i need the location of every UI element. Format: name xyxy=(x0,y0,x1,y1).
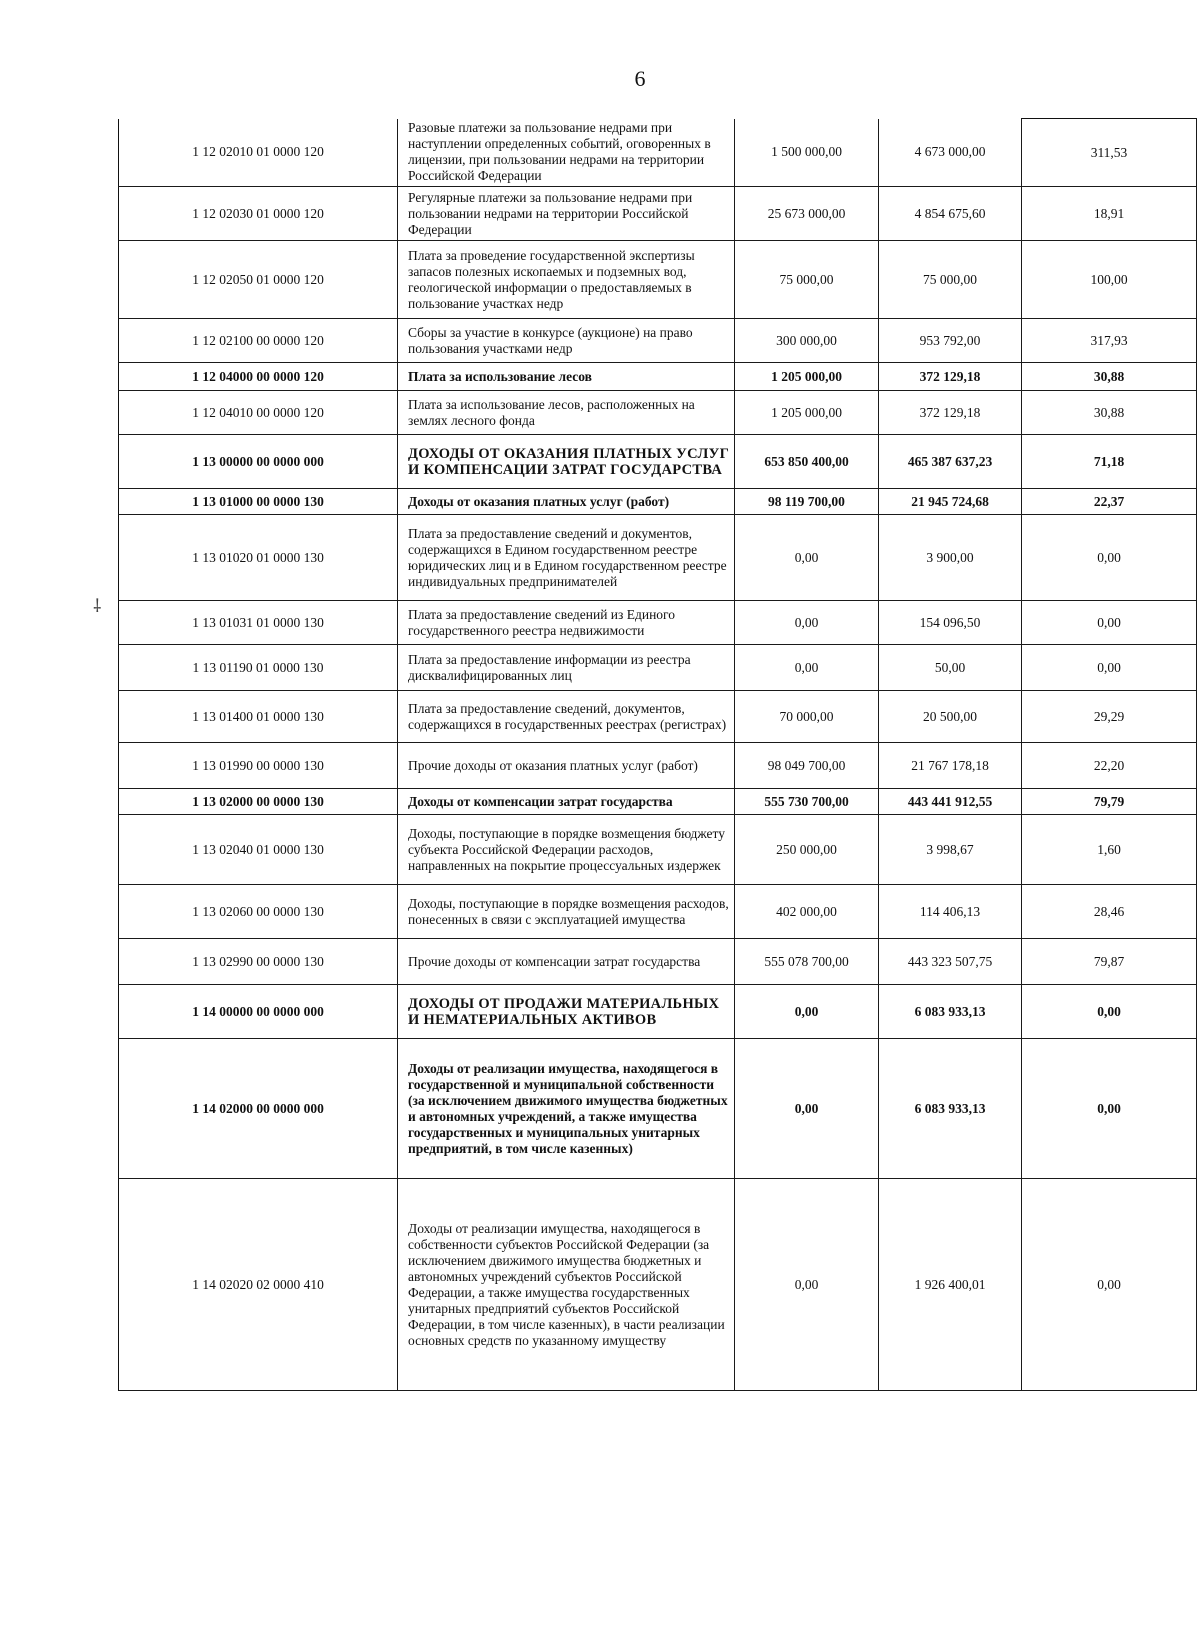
percent-cell: 0,00 xyxy=(1022,645,1197,691)
budget-code-cell: 1 13 01031 01 0000 130 xyxy=(119,601,398,645)
percent-cell: 1,60 xyxy=(1022,815,1197,885)
budget-code-cell: 1 13 01190 01 0000 130 xyxy=(119,645,398,691)
plan-amount-cell: 653 850 400,00 xyxy=(735,435,879,489)
revenue-name-cell: Плата за предоставление сведений, документов, содержащихся в государственных реестрах (регистрах) xyxy=(398,691,735,743)
actual-amount-cell: 4 673 000,00 xyxy=(879,119,1022,187)
actual-amount-cell: 21 945 724,68 xyxy=(879,489,1022,515)
budget-code-cell: 1 12 04000 00 0000 120 xyxy=(119,363,398,391)
revenue-name-cell: Плата за использование лесов, расположенных на землях лесного фонда xyxy=(398,391,735,435)
table-row xyxy=(119,363,1197,391)
revenue-name-cell: Доходы от реализации имущества, находящегося в собственности субъектов Российской Федерации (за исключением движимого имущества бюджетных и автономных учреждений субъектов Российской Федерации, а также имущества государственных унитарных предприятий субъектов Российской Федерации, в том числе казенных), в части реализации основных средств по указанному имуществу xyxy=(398,1179,735,1391)
actual-amount-cell: 20 500,00 xyxy=(879,691,1022,743)
budget-code-cell: 1 14 02020 02 0000 410 xyxy=(119,1179,398,1391)
percent-cell: 0,00 xyxy=(1022,1039,1197,1179)
actual-amount-cell: 21 767 178,18 xyxy=(879,743,1022,789)
actual-amount-cell: 6 083 933,13 xyxy=(879,985,1022,1039)
plan-amount-cell: 0,00 xyxy=(735,985,879,1039)
actual-amount-cell: 114 406,13 xyxy=(879,885,1022,939)
revenue-name-cell: Плата за предоставление сведений и документов, содержащихся в Едином государственном реестре юридических лиц и в Едином государственном реестре индивидуальных предпринимателей xyxy=(398,515,735,601)
revenue-name-cell: Доходы, поступающие в порядке возмещения бюджету субъекта Российской Федерации расходов, направленных на покрытие процессуальных издержек xyxy=(398,815,735,885)
plan-amount-cell: 555 730 700,00 xyxy=(735,789,879,815)
table-row xyxy=(119,391,1197,435)
plan-amount-cell: 98 119 700,00 xyxy=(735,489,879,515)
budget-code-cell: 1 13 02990 00 0000 130 xyxy=(119,939,398,985)
percent-cell: 30,88 xyxy=(1022,391,1197,435)
actual-amount-cell: 443 441 912,55 xyxy=(879,789,1022,815)
revenue-name-cell: ДОХОДЫ ОТ ПРОДАЖИ МАТЕРИАЛЬНЫХ И НЕМАТЕРИАЛЬНЫХ АКТИВОВ xyxy=(398,985,735,1039)
budget-code-cell: 1 13 00000 00 0000 000 xyxy=(119,435,398,489)
percent-cell: 0,00 xyxy=(1022,515,1197,601)
actual-amount-cell: 1 926 400,01 xyxy=(879,1179,1022,1391)
actual-amount-cell: 6 083 933,13 xyxy=(879,1039,1022,1179)
actual-amount-cell: 3 998,67 xyxy=(879,815,1022,885)
actual-amount-cell: 372 129,18 xyxy=(879,391,1022,435)
actual-amount-cell: 3 900,00 xyxy=(879,515,1022,601)
revenue-name-cell: Доходы от оказания платных услуг (работ) xyxy=(398,489,735,515)
budget-code-cell: 1 13 02040 01 0000 130 xyxy=(119,815,398,885)
budget-code-cell: 1 12 04010 00 0000 120 xyxy=(119,391,398,435)
budget-code-cell: 1 14 00000 00 0000 000 xyxy=(119,985,398,1039)
actual-amount-cell: 50,00 xyxy=(879,645,1022,691)
plan-amount-cell: 0,00 xyxy=(735,1039,879,1179)
plan-amount-cell: 402 000,00 xyxy=(735,885,879,939)
table-row xyxy=(119,815,1197,885)
revenue-name-cell: Регулярные платежи за пользование недрами при пользовании недрами на территории Российской Федерации xyxy=(398,187,735,241)
percent-cell: 79,87 xyxy=(1022,939,1197,985)
budget-code-cell: 1 13 01020 01 0000 130 xyxy=(119,515,398,601)
plan-amount-cell: 0,00 xyxy=(735,1179,879,1391)
page-number: 6 xyxy=(634,66,646,91)
percent-cell: 0,00 xyxy=(1022,601,1197,645)
budget-code-cell: 1 12 02100 00 0000 120 xyxy=(119,319,398,363)
revenue-name-cell: Прочие доходы от оказания платных услуг (работ) xyxy=(398,743,735,789)
plan-amount-cell: 0,00 xyxy=(735,515,879,601)
revenue-name-cell: Сборы за участие в конкурсе (аукционе) на право пользования участками недр xyxy=(398,319,735,363)
plan-amount-cell: 70 000,00 xyxy=(735,691,879,743)
budget-code-cell: 1 13 02000 00 0000 130 xyxy=(119,789,398,815)
percent-cell: 30,88 xyxy=(1022,363,1197,391)
plan-amount-cell: 98 049 700,00 xyxy=(735,743,879,789)
revenue-name-cell: ДОХОДЫ ОТ ОКАЗАНИЯ ПЛАТНЫХ УСЛУГ И КОМПЕНСАЦИИ ЗАТРАТ ГОСУДАРСТВА xyxy=(398,435,735,489)
percent-cell: 29,29 xyxy=(1022,691,1197,743)
plan-amount-cell: 1 205 000,00 xyxy=(735,363,879,391)
table-row xyxy=(119,241,1197,319)
revenue-name-cell: Плата за предоставление информации из реестра дисквалифицированных лиц xyxy=(398,645,735,691)
table-row xyxy=(119,1179,1197,1391)
revenue-name-cell: Доходы от реализации имущества, находящегося в государственной и муниципальной собственности (за исключением движимого имущества бюджетных и автономных учреждений, а также имущества государственных и муниципальных унитарных предприятий, в том числе казенных) xyxy=(398,1039,735,1179)
margin-mark-icon: ⸸ xyxy=(93,596,102,616)
percent-cell: 18,91 xyxy=(1022,187,1197,241)
revenue-name-cell: Доходы от компенсации затрат государства xyxy=(398,789,735,815)
budget-code-cell: 1 12 02050 01 0000 120 xyxy=(119,241,398,319)
table-row xyxy=(119,985,1197,1039)
percent-cell: 22,37 xyxy=(1022,489,1197,515)
revenue-name-cell: Разовые платежи за пользование недрами при наступлении определенных событий, оговоренных в лицензии, при пользовании недрами на территории Российской Федерации xyxy=(398,119,735,187)
actual-amount-cell: 75 000,00 xyxy=(879,241,1022,319)
revenue-name-cell: Доходы, поступающие в порядке возмещения расходов, понесенных в связи с эксплуатацией имущества xyxy=(398,885,735,939)
percent-cell: 79,79 xyxy=(1022,789,1197,815)
table-row xyxy=(119,885,1197,939)
plan-amount-cell: 75 000,00 xyxy=(735,241,879,319)
budget-code-cell: 1 12 02010 01 0000 120 xyxy=(119,119,398,187)
revenue-name-cell: Прочие доходы от компенсации затрат государства xyxy=(398,939,735,985)
actual-amount-cell: 443 323 507,75 xyxy=(879,939,1022,985)
table-row xyxy=(119,319,1197,363)
plan-amount-cell: 0,00 xyxy=(735,645,879,691)
revenue-name-cell: Плата за предоставление сведений из Единого государственного реестра недвижимости xyxy=(398,601,735,645)
budget-code-cell: 1 13 01000 00 0000 130 xyxy=(119,489,398,515)
budget-code-cell: 1 14 02000 00 0000 000 xyxy=(119,1039,398,1179)
plan-amount-cell: 300 000,00 xyxy=(735,319,879,363)
percent-cell: 22,20 xyxy=(1022,743,1197,789)
percent-cell: 311,53 xyxy=(1022,119,1197,187)
table-row xyxy=(119,187,1197,241)
plan-amount-cell: 555 078 700,00 xyxy=(735,939,879,985)
percent-cell: 0,00 xyxy=(1022,985,1197,1039)
percent-cell: 71,18 xyxy=(1022,435,1197,489)
table-row xyxy=(119,435,1197,489)
revenue-table xyxy=(118,118,1197,1391)
revenue-name-cell: Плата за проведение государственной экспертизы запасов полезных ископаемых и подземных вод, геологической информации о предоставляемых в пользование участках недр xyxy=(398,241,735,319)
actual-amount-cell: 372 129,18 xyxy=(879,363,1022,391)
actual-amount-cell: 953 792,00 xyxy=(879,319,1022,363)
budget-code-cell: 1 13 02060 00 0000 130 xyxy=(119,885,398,939)
budget-code-cell: 1 13 01990 00 0000 130 xyxy=(119,743,398,789)
table-row xyxy=(119,939,1197,985)
percent-cell: 28,46 xyxy=(1022,885,1197,939)
actual-amount-cell: 465 387 637,23 xyxy=(879,435,1022,489)
table-row xyxy=(119,515,1197,601)
budget-code-cell: 1 13 01400 01 0000 130 xyxy=(119,691,398,743)
revenue-table-body xyxy=(119,119,1197,1391)
plan-amount-cell: 1 205 000,00 xyxy=(735,391,879,435)
budget-code-cell: 1 12 02030 01 0000 120 xyxy=(119,187,398,241)
percent-cell: 0,00 xyxy=(1022,1179,1197,1391)
table-row xyxy=(119,789,1197,815)
table-row xyxy=(119,645,1197,691)
plan-amount-cell: 1 500 000,00 xyxy=(735,119,879,187)
table-row xyxy=(119,743,1197,789)
table-row xyxy=(119,1039,1197,1179)
revenue-name-cell: Плата за использование лесов xyxy=(398,363,735,391)
table-row xyxy=(119,119,1197,187)
plan-amount-cell: 250 000,00 xyxy=(735,815,879,885)
actual-amount-cell: 4 854 675,60 xyxy=(879,187,1022,241)
percent-cell: 317,93 xyxy=(1022,319,1197,363)
plan-amount-cell: 25 673 000,00 xyxy=(735,187,879,241)
table-row xyxy=(119,691,1197,743)
table-row xyxy=(119,489,1197,515)
percent-cell: 100,00 xyxy=(1022,241,1197,319)
actual-amount-cell: 154 096,50 xyxy=(879,601,1022,645)
table-row xyxy=(119,601,1197,645)
plan-amount-cell: 0,00 xyxy=(735,601,879,645)
